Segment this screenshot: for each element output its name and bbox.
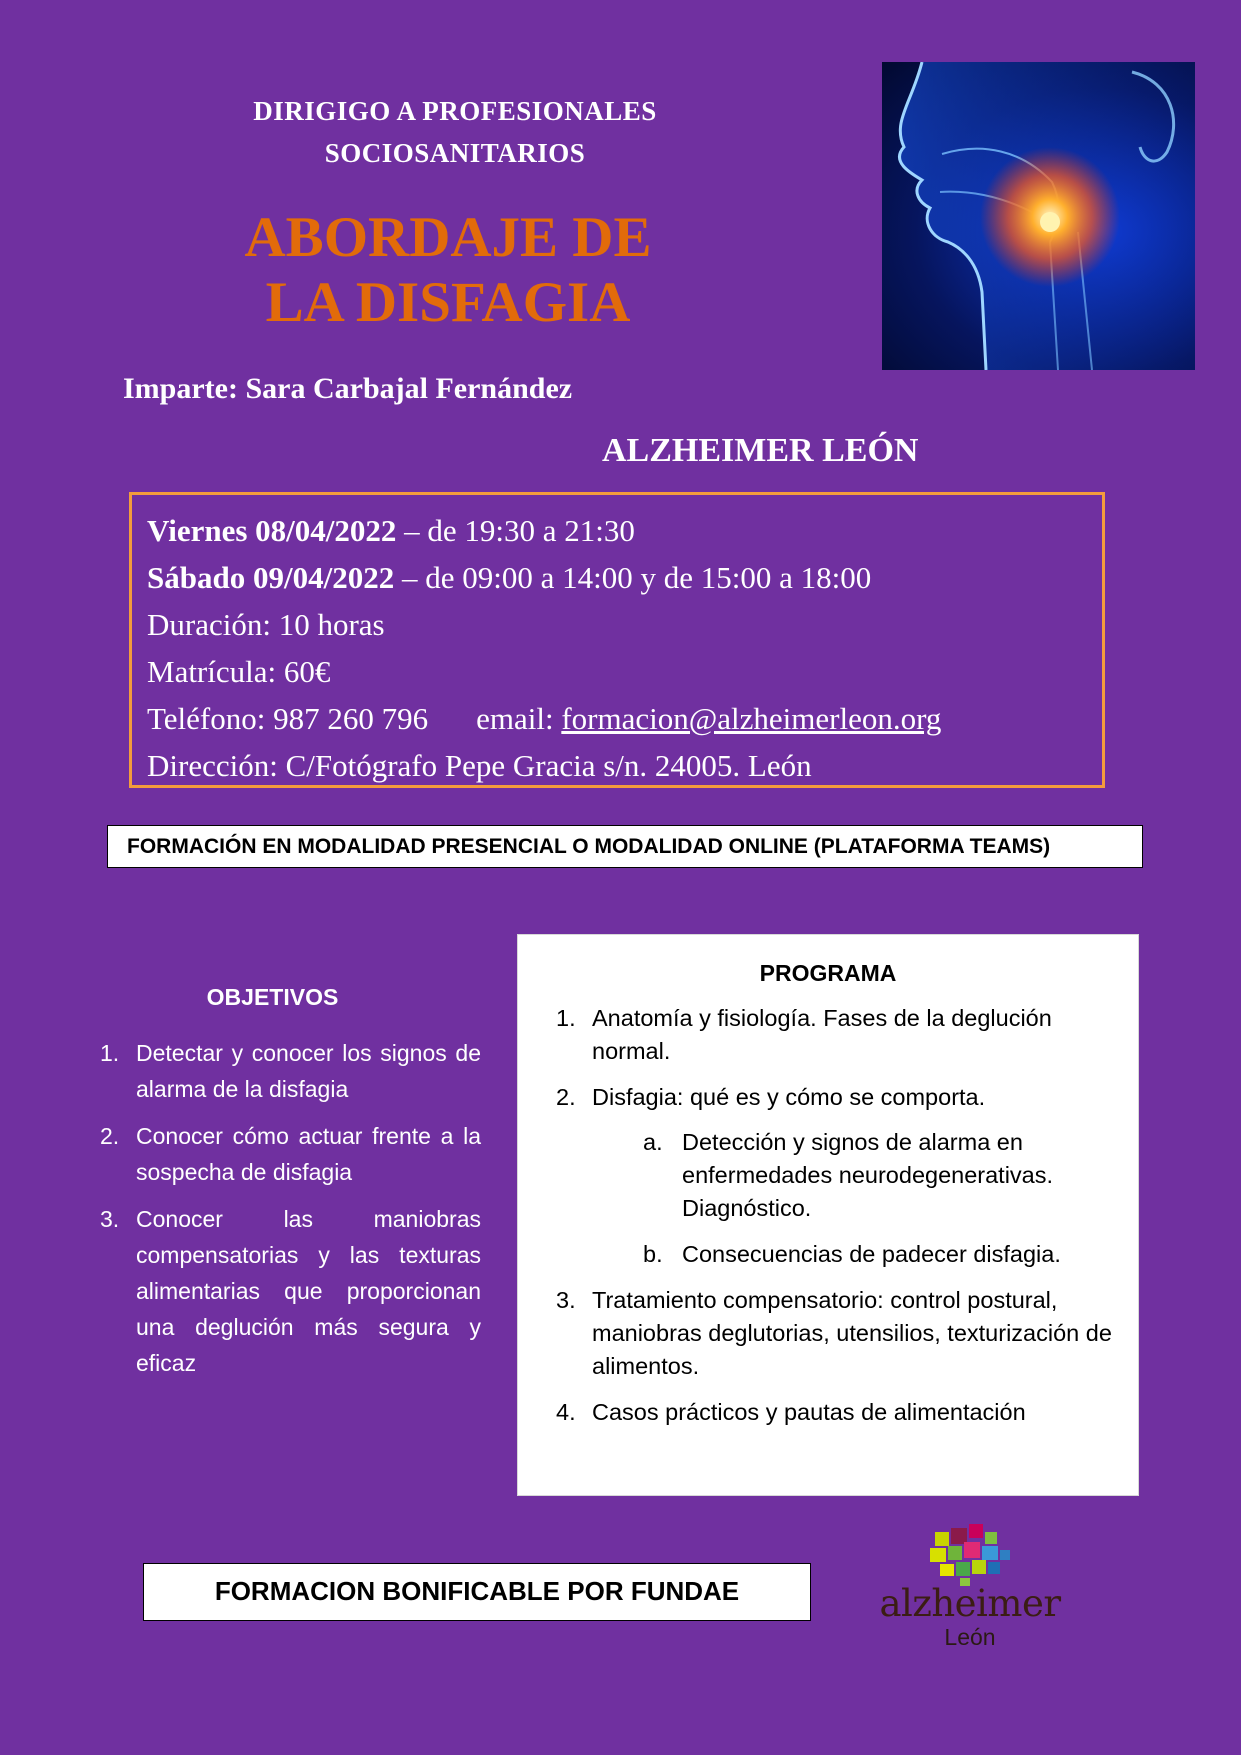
- program-item: [556, 1284, 1136, 1383]
- objectives-list: [98, 1035, 481, 1392]
- program-heading: PROGRAMA: [759, 960, 897, 986]
- audience-line-2: SOCIOSANITARIOS: [324, 138, 586, 168]
- program-item-number: 3.: [556, 1287, 576, 1313]
- program-item: [556, 1002, 1136, 1068]
- objective-item: [98, 1201, 481, 1381]
- modality-banner: FORMACIÓN EN MODALIDAD PRESENCIAL O MODALIDAD ONLINE (PLATAFORMA TEAMS): [107, 825, 1143, 868]
- objective-item-text: Detectar y conocer los signos de alarma de la disfagia: [136, 1040, 481, 1102]
- fee: Matrícula: 60€: [147, 654, 331, 689]
- program-item-number: 1.: [556, 1005, 576, 1031]
- program-subitem-text: Consecuencias de padecer disfagia.: [682, 1241, 1061, 1267]
- course-title-line-1: ABORDAJE DE: [244, 206, 652, 269]
- duration: Duración: 10 horas: [147, 607, 385, 642]
- program-list: [556, 1002, 1136, 1442]
- program-item: [556, 1081, 1136, 1271]
- objective-item-text: Conocer las maniobras compensatorias y las texturas alimentarias que proporcionan una deglución más segura y eficaz: [136, 1206, 481, 1376]
- program-item: [556, 1396, 1136, 1429]
- objective-item: [98, 1118, 481, 1190]
- email-label: email:: [476, 701, 562, 736]
- audience-heading: [150, 90, 760, 174]
- program-panel: [517, 934, 1139, 1496]
- objectives-heading: OBJETIVOS: [206, 984, 339, 1010]
- program-subitem-number: b.: [643, 1241, 663, 1267]
- program-subitem-number: a.: [643, 1129, 663, 1155]
- program-subitem: [592, 1126, 1136, 1225]
- program-subitem: [592, 1238, 1136, 1271]
- email-link[interactable]: formacion@alzheimerleon.org: [561, 701, 942, 736]
- objective-item-number: 1.: [100, 1040, 120, 1066]
- program-item-text: Tratamiento compensatorio: control postural, maniobras deglutorias, utensilios, texturización de alimentos.: [592, 1287, 1112, 1379]
- course-title: [150, 205, 746, 335]
- objective-item-number: 3.: [100, 1206, 120, 1232]
- objective-item: [98, 1035, 481, 1107]
- course-details-box: [129, 492, 1105, 788]
- teacher-line: Imparte: Sara Carbajal Fernández: [123, 372, 573, 405]
- schedule-friday: [147, 507, 1102, 554]
- program-sublist: [592, 1126, 1136, 1271]
- program-item-number: 4.: [556, 1399, 576, 1425]
- phone: Teléfono: 987 260 796: [147, 701, 429, 736]
- program-item-text: Casos prácticos y pautas de alimentación: [592, 1399, 1026, 1425]
- fundae-banner: FORMACION BONIFICABLE POR FUNDAE: [143, 1563, 811, 1621]
- saturday-hours: – de 09:00 a 14:00 y de 15:00 a 18:00: [394, 560, 872, 595]
- saturday-date: Sábado 09/04/2022: [147, 560, 395, 595]
- schedule-saturday: [147, 554, 1102, 601]
- address: Dirección: C/Fotógrafo Pepe Gracia s/n. 24005. León: [147, 748, 812, 783]
- audience-line-1: DIRIGIGO A PROFESIONALES: [253, 96, 657, 126]
- logo-wordmark: alzheimer: [879, 1582, 1061, 1625]
- alzheimer-leon-logo: [870, 1522, 1070, 1657]
- objective-item-number: 2.: [100, 1123, 120, 1149]
- course-title-line-2: LA DISFAGIA: [265, 271, 631, 334]
- friday-hours: – de 19:30 a 21:30: [396, 513, 635, 548]
- contact-line: [147, 695, 1102, 742]
- organizer-name: ALZHEIMER LEÓN: [602, 432, 919, 469]
- objective-item-text: Conocer cómo actuar frente a la sospecha de disfagia: [136, 1123, 481, 1185]
- logo-city: León: [944, 1624, 996, 1650]
- program-subitem-text: Detección y signos de alarma en enfermedades neurodegenerativas. Diagnóstico.: [682, 1129, 1054, 1221]
- throat-anatomy-illustration: [882, 62, 1195, 370]
- program-item-text: Disfagia: qué es y cómo se comporta.: [592, 1084, 986, 1110]
- friday-date: Viernes 08/04/2022: [147, 513, 397, 548]
- program-item-number: 2.: [556, 1084, 576, 1110]
- program-item-text: Anatomía y fisiología. Fases de la deglución normal.: [592, 1005, 1052, 1064]
